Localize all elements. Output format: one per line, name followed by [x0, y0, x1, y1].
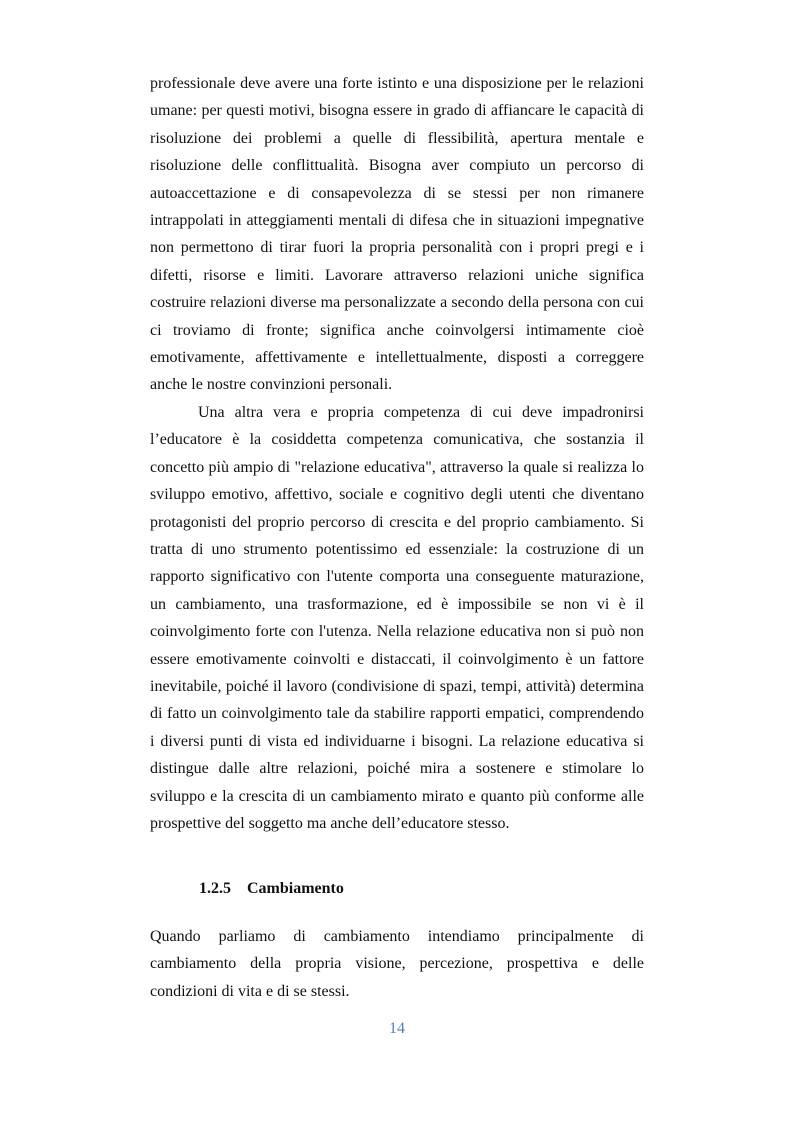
paragraph-continuation: professionale deve avere una forte istinto e una disposizione per le relazioni umane: per questi motivi, bisogna essere in grado di affiancare le capacità di risoluzione dei problemi a quelle di flessibilità, apertura mentale e risoluzione delle conflittualità. Bisogna aver compiuto un percorso di autoaccettazione e di consapevolezza di se stessi per non rimanere intrappolati in atteggiamenti mentali di difesa che in situazioni impegnative non permettono di tirar fuori la propria personalità con i propri pregi e i difetti, risorse e limiti. Lavorare attraverso relazioni uniche significa costruire relazioni diverse ma personalizzate a secondo della persona con cui ci troviamo di fronte; significa anche coinvolgersi intimamente cioè emotivamente, affettivamente e intellettualmente, disposti a correggere anche le nostre convinzioni personali.	[150, 75, 644, 394]
section-heading	[199, 878, 344, 900]
section-paragraph: Quando parliamo di cambiamento intendiamo principalmente di cambiamento della propria visione, percezione, prospettiva e delle condizioni di vita e di se stessi.	[150, 928, 644, 1000]
section-title: Cambiamento	[247, 880, 344, 897]
body-text	[150, 70, 644, 837]
paragraph-competenza-comunicativa: Una altra vera e propria competenza di cui deve impadronirsi l’educatore è la cosiddetta competenza comunicativa, che sostanzia il concetto più ampio di "relazione educativa", attraverso la quale si realizza lo sviluppo emotivo, affettivo, sociale e cognitivo degli utenti che diventano protagonisti del proprio percorso di crescita e del proprio cambiamento. Si tratta di uno strumento potentissimo ed essenziale: la costruzione di un rapporto significativo con l'utente comporta una conseguente maturazione, un cambiamento, una trasformazione, ed è impossibile se non vi è il coinvolgimento forte con l'utenza. Nella relazione educativa non si può non essere emotivamente coinvolti e distaccati, il coinvolgimento è un fattore inevitabile, poiché il lavoro (condivisione di spazi, tempi, attività) determina di fatto un coinvolgimento tale da stabilire rapporti empatici, comprendendo i diversi punti di vista ed individuarne i bisogni. La relazione educativa si distingue dalle altre relazioni, poiché mira a sostenere e stimolare lo sviluppo e la crescita di un cambiamento mirato e quanto più conforme alle prospettive del soggetto ma anche dell’educatore stesso.	[150, 403, 644, 832]
page-number: 14	[389, 1020, 405, 1037]
section-number: 1.2.5	[199, 880, 231, 897]
